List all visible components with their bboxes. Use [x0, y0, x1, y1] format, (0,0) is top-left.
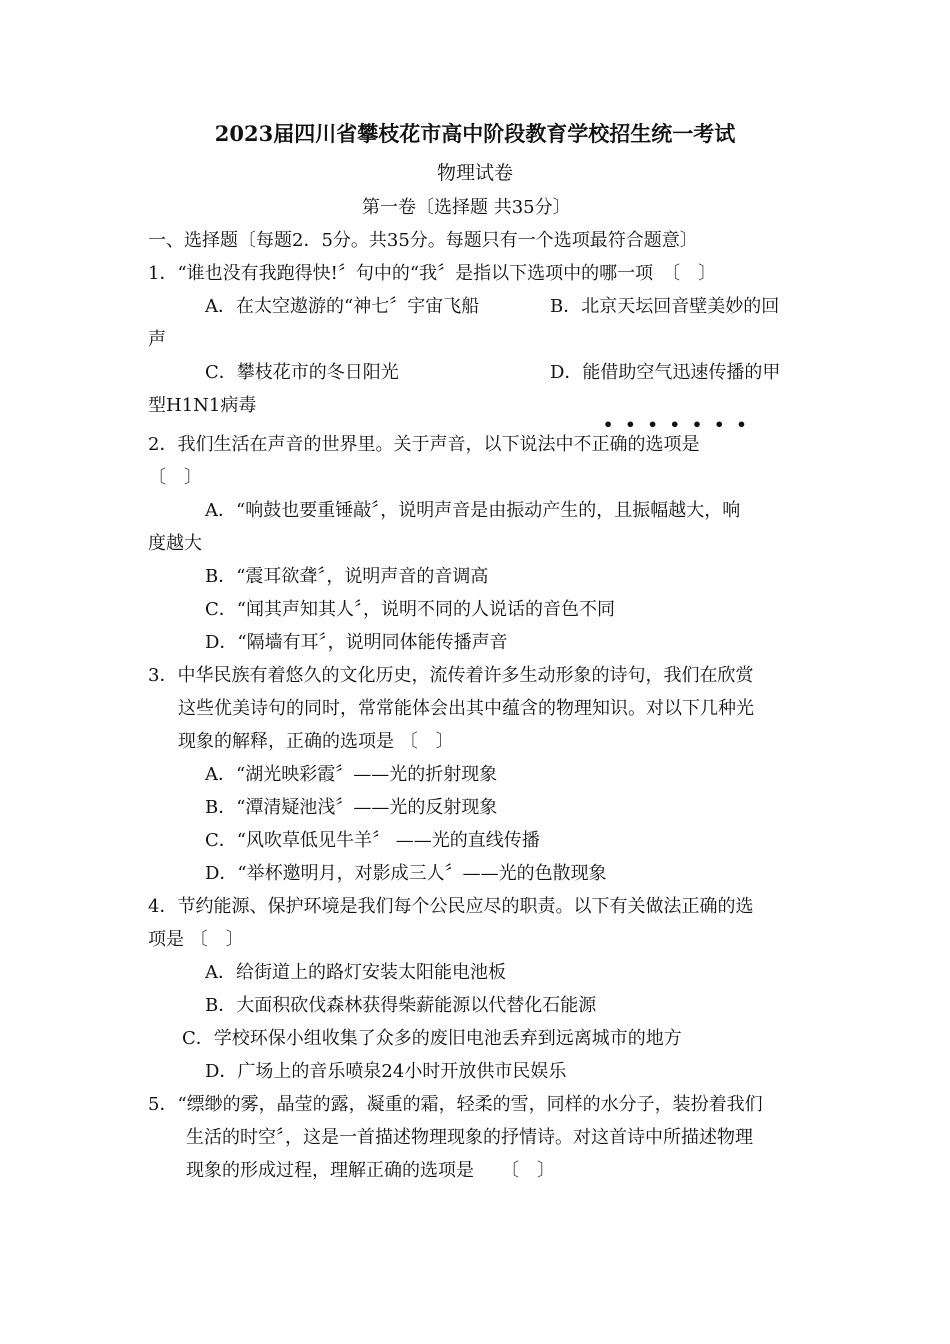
question-3-stem: 3．中华民族有着悠久的文化历史，流传着许多生动形象的诗句，我们在欣赏	[148, 665, 754, 686]
question-3-option-a: A．“湖光映彩霞〞——光的折射现象	[205, 764, 498, 785]
question-1-option-b-cont: 声	[148, 329, 166, 350]
question-2-option-a-cont: 度越大	[148, 533, 202, 554]
question-4-option-b: B．大面积砍伐森林获得柴薪能源以代替化石能源	[205, 995, 597, 1016]
question-3-stem-end: 现象的解释，正确的选项是 〔 〕	[178, 731, 454, 752]
question-1-stem: 1．“谁也没有我跑得快!〞句中的“我〞是指以下选项中的哪一项 〔 〕	[148, 263, 717, 284]
question-1-option-c: C．攀枝花市的冬日阳光	[205, 362, 399, 383]
question-2-stem: 2．我们生活在声音的世界里。关于声音，以下说法中不正确的选项是	[148, 434, 700, 455]
question-4-option-a: A．给街道上的路灯安装太阳能电池板	[205, 962, 506, 983]
question-3-option-d: D．“举杯邀明月，对影成三人〞——光的色散现象	[205, 863, 607, 884]
question-2-option-d: D．“隔墙有耳〞，说明同体能传播声音	[205, 632, 508, 653]
section-heading: 第一卷〔选择题 共35分〕	[362, 197, 571, 218]
question-3-option-b: B．“潭清疑池浅〞——光的反射现象	[205, 797, 498, 818]
question-1-option-b: B．北京天坛回音壁美妙的回	[550, 296, 780, 317]
question-5-stem-cont: 生活的时空〞，这是一首描述物理现象的抒情诗。对这首诗中所描述物理	[186, 1127, 753, 1148]
question-5-stem-end: 现象的形成过程，理解正确的选项是 〔 〕	[186, 1160, 555, 1181]
question-2-option-b: B．“震耳欲聋〞，说明声音的音调高	[205, 566, 489, 587]
question-4-stem: 4．节约能源、保护环境是我们每个公民应尽的职责。以下有关做法正确的选	[148, 896, 754, 917]
question-1-option-a: A．在太空遨游的“神七〞宇宙飞船	[205, 296, 480, 317]
question-2-answer-bracket: 〔 〕	[148, 467, 202, 488]
question-3-stem-cont: 这些优美诗句的同时，常常能体会出其中蕴含的物理知识。对以下几种光	[178, 698, 754, 719]
question-4-stem-cont: 项是 〔 〕	[148, 929, 244, 950]
exam-subtitle: 物理试卷	[436, 162, 513, 184]
question-1-option-d: D．能借助空气迅速传播的甲	[550, 362, 781, 383]
question-3-option-c: C．“风吹草低见牛羊〞 ——光的直线传播	[205, 830, 540, 851]
question-5-stem: 5．“缥缈的雾，晶莹的露，凝重的霜，轻柔的雪，同样的水分子，装扮着我们	[148, 1094, 763, 1115]
exam-title: 2023届四川省攀枝花市高中阶段教育学校招生统一考试	[214, 121, 736, 146]
question-2-option-a: A．“响鼓也要重锤敲〞，说明声音是由振动产生的，且振幅越大，响	[205, 500, 741, 521]
question-1-option-d-cont: 型H1N1病毒	[148, 395, 257, 416]
emphasis-dots: •••••••	[603, 415, 759, 434]
question-4-option-c: C．学校环保小组收集了众多的废旧电池丢弃到远离城市的地方	[182, 1028, 682, 1049]
question-4-option-d: D．广场上的音乐喷泉24小时开放供市民娱乐	[205, 1061, 567, 1082]
instructions: 一、选择题〔每题2．5分。共35分。每题只有一个选项最符合题意〕	[148, 230, 698, 251]
question-2-option-c: C．“闻其声知其人〞，说明不同的人说话的音色不同	[205, 599, 615, 620]
